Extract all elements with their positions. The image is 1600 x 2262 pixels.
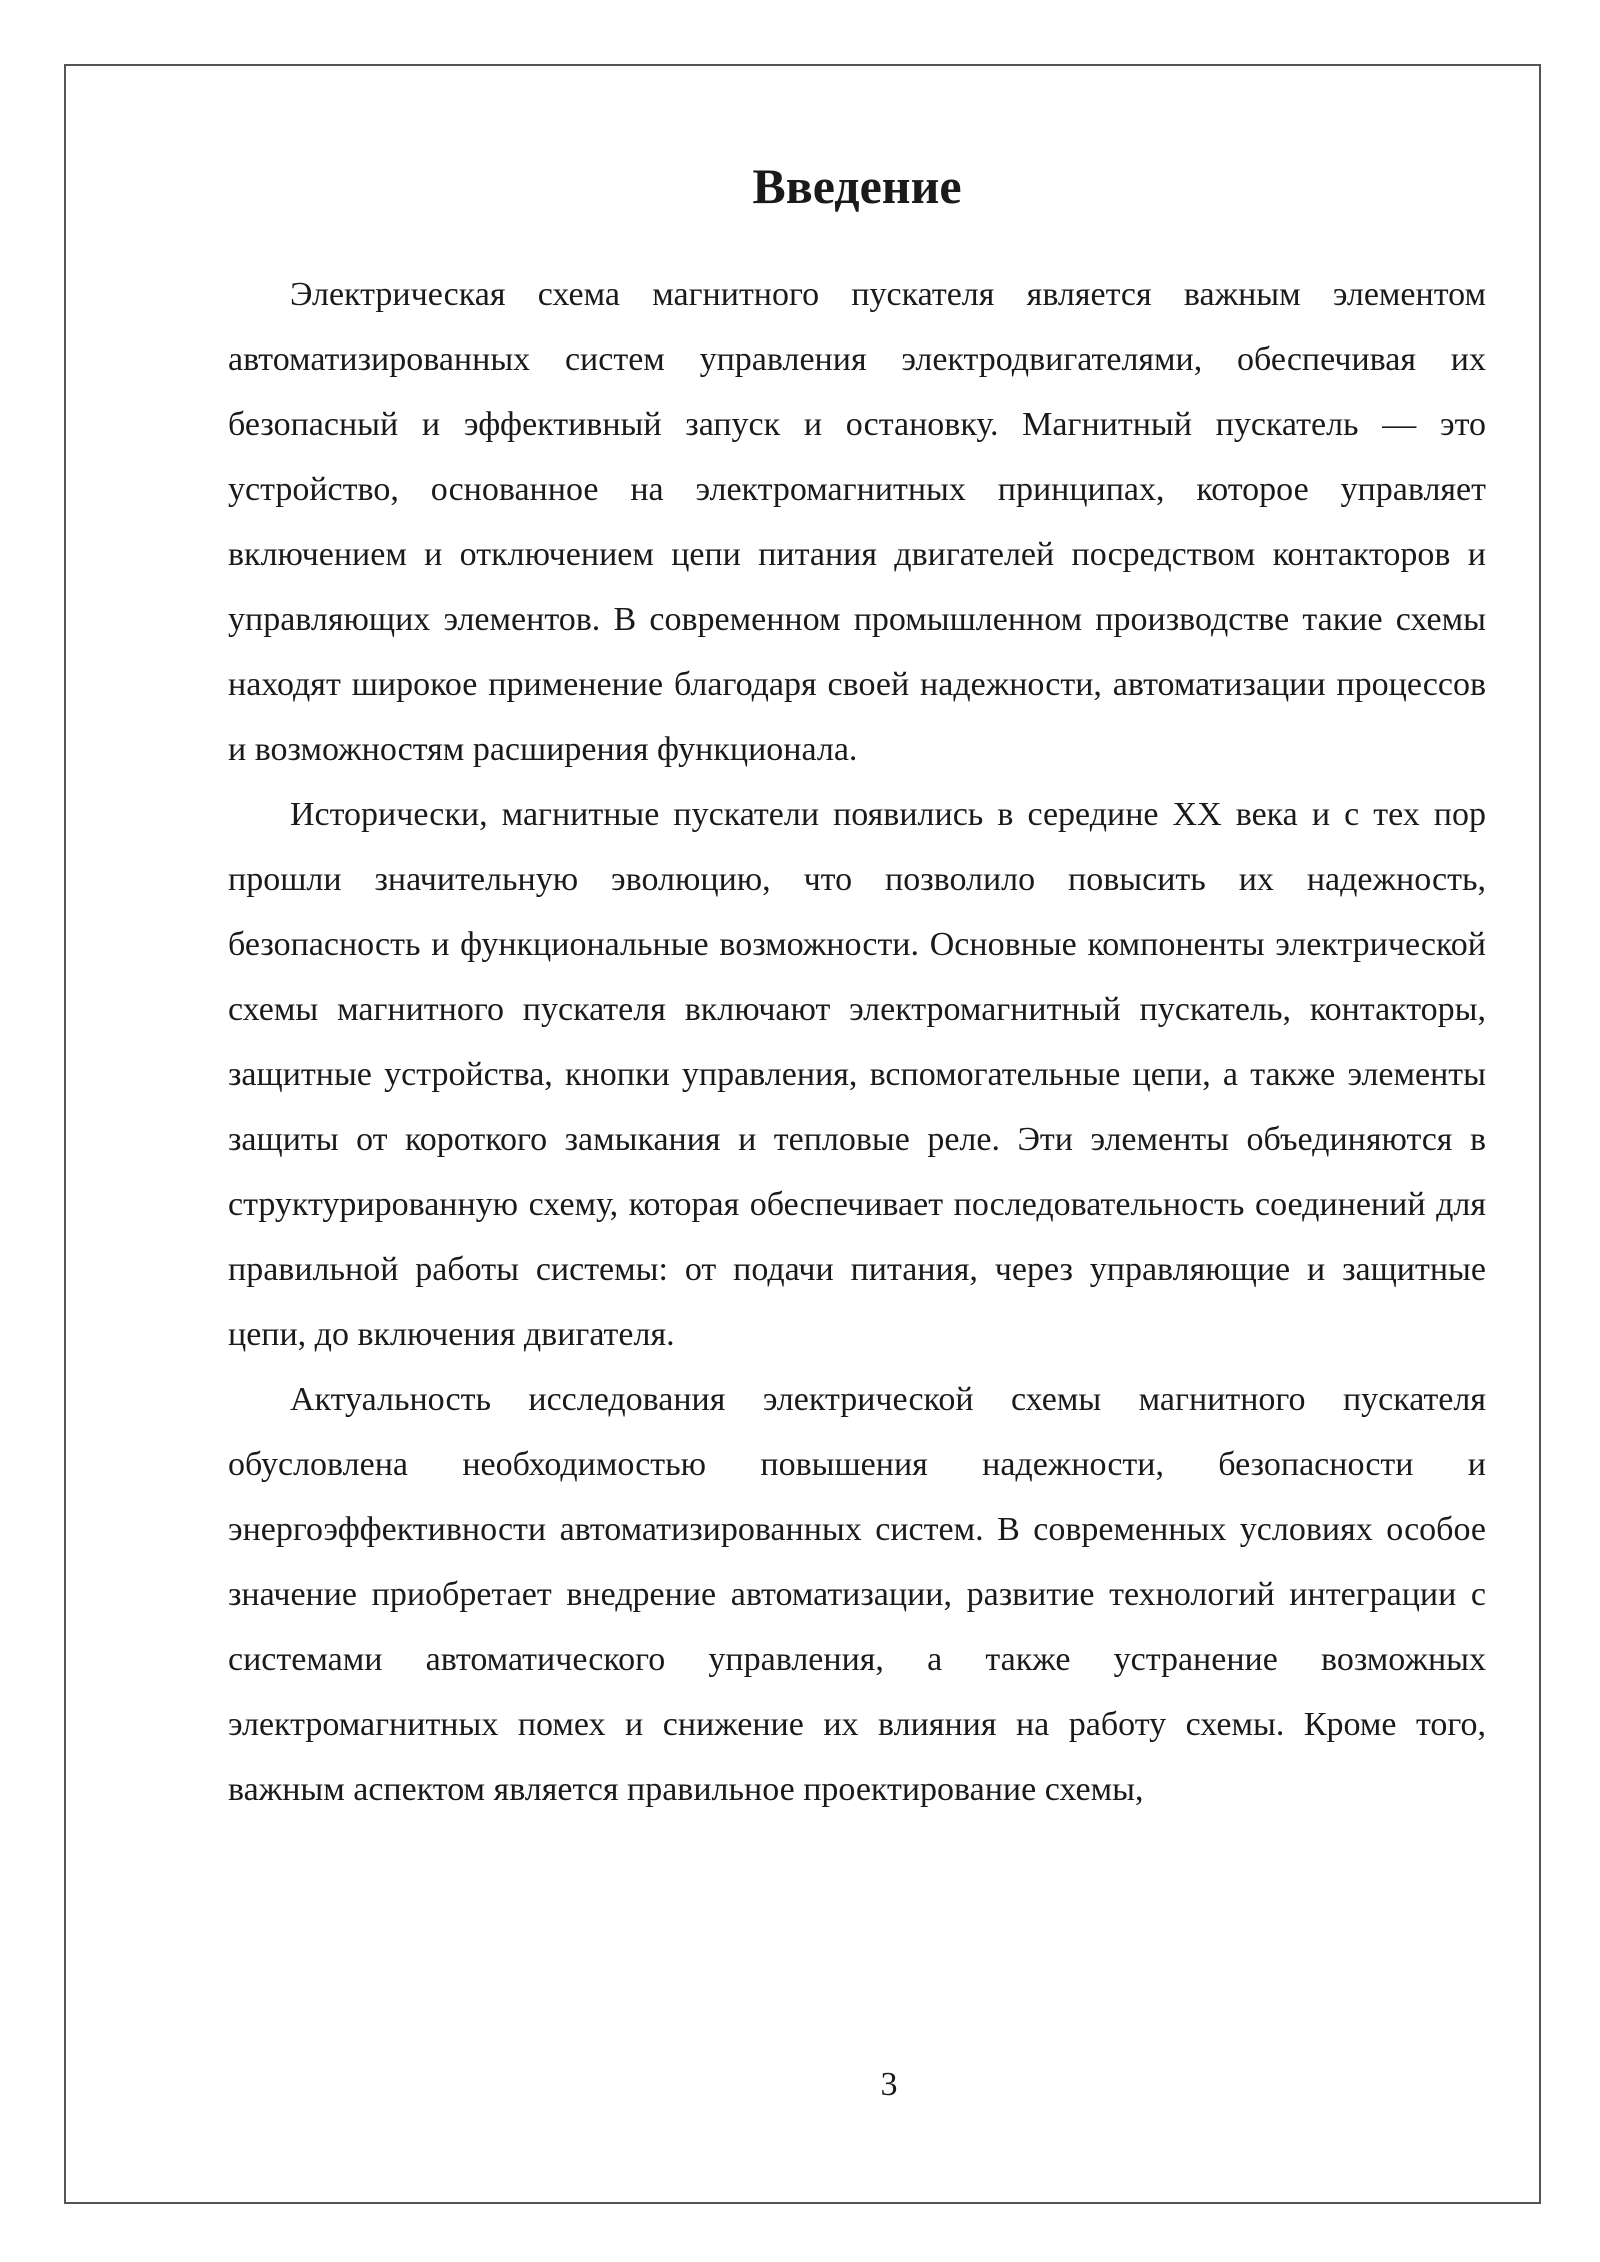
paragraph-history: Исторически, магнитные пускатели появились в середине XX века и с тех пор прошли значительную эволюцию, что позволило повысить их надежность, безопасность и функциональные возможности. Основные компоненты электрической схемы магнитного пускателя включают электромагнитный пускатель, контакторы, защитные устройства, кнопки управления, вспомогательные цепи, а также элементы защиты от короткого замыкания и тепловые реле. Эти элементы объединяются в структурированную схему, которая обеспечивает последовательность соединений для правильной работы системы: от подачи питания, через управляющие и защитные цепи, до включения двигателя. — [228, 796, 1486, 1353]
paragraph-relevance: Актуальность исследования электрической схемы магнитного пускателя обусловлена необходимостью повышения надежности, безопасности и энергоэффективности автоматизированных систем. В современных условиях особое значение приобретает внедрение автоматизации, развитие технологий интеграции с системами автоматического управления, а также устранение возможных электромагнитных помех и снижение их влияния на работу схемы. Кроме того, важным аспектом является правильное проектирование схемы, — [228, 1381, 1486, 1808]
page-number: 3 — [880, 2066, 898, 2103]
page-content — [228, 150, 1486, 1822]
page-title: Введение — [752, 158, 962, 214]
paragraph-introduction: Электрическая схема магнитного пускателя является важным элементом автоматизированных систем управления электродвигателями, обеспечивая их безопасный и эффективный запуск и остановку. Магнитный пускатель — это устройство, основанное на электромагнитных принципах, которое управляет включением и отключением цепи питания двигателей посредством контакторов и управляющих элементов. В современном промышленном производстве такие схемы находят широкое применение благодаря своей надежности, автоматизации процессов и возможностям расширения функционала. — [228, 276, 1486, 768]
